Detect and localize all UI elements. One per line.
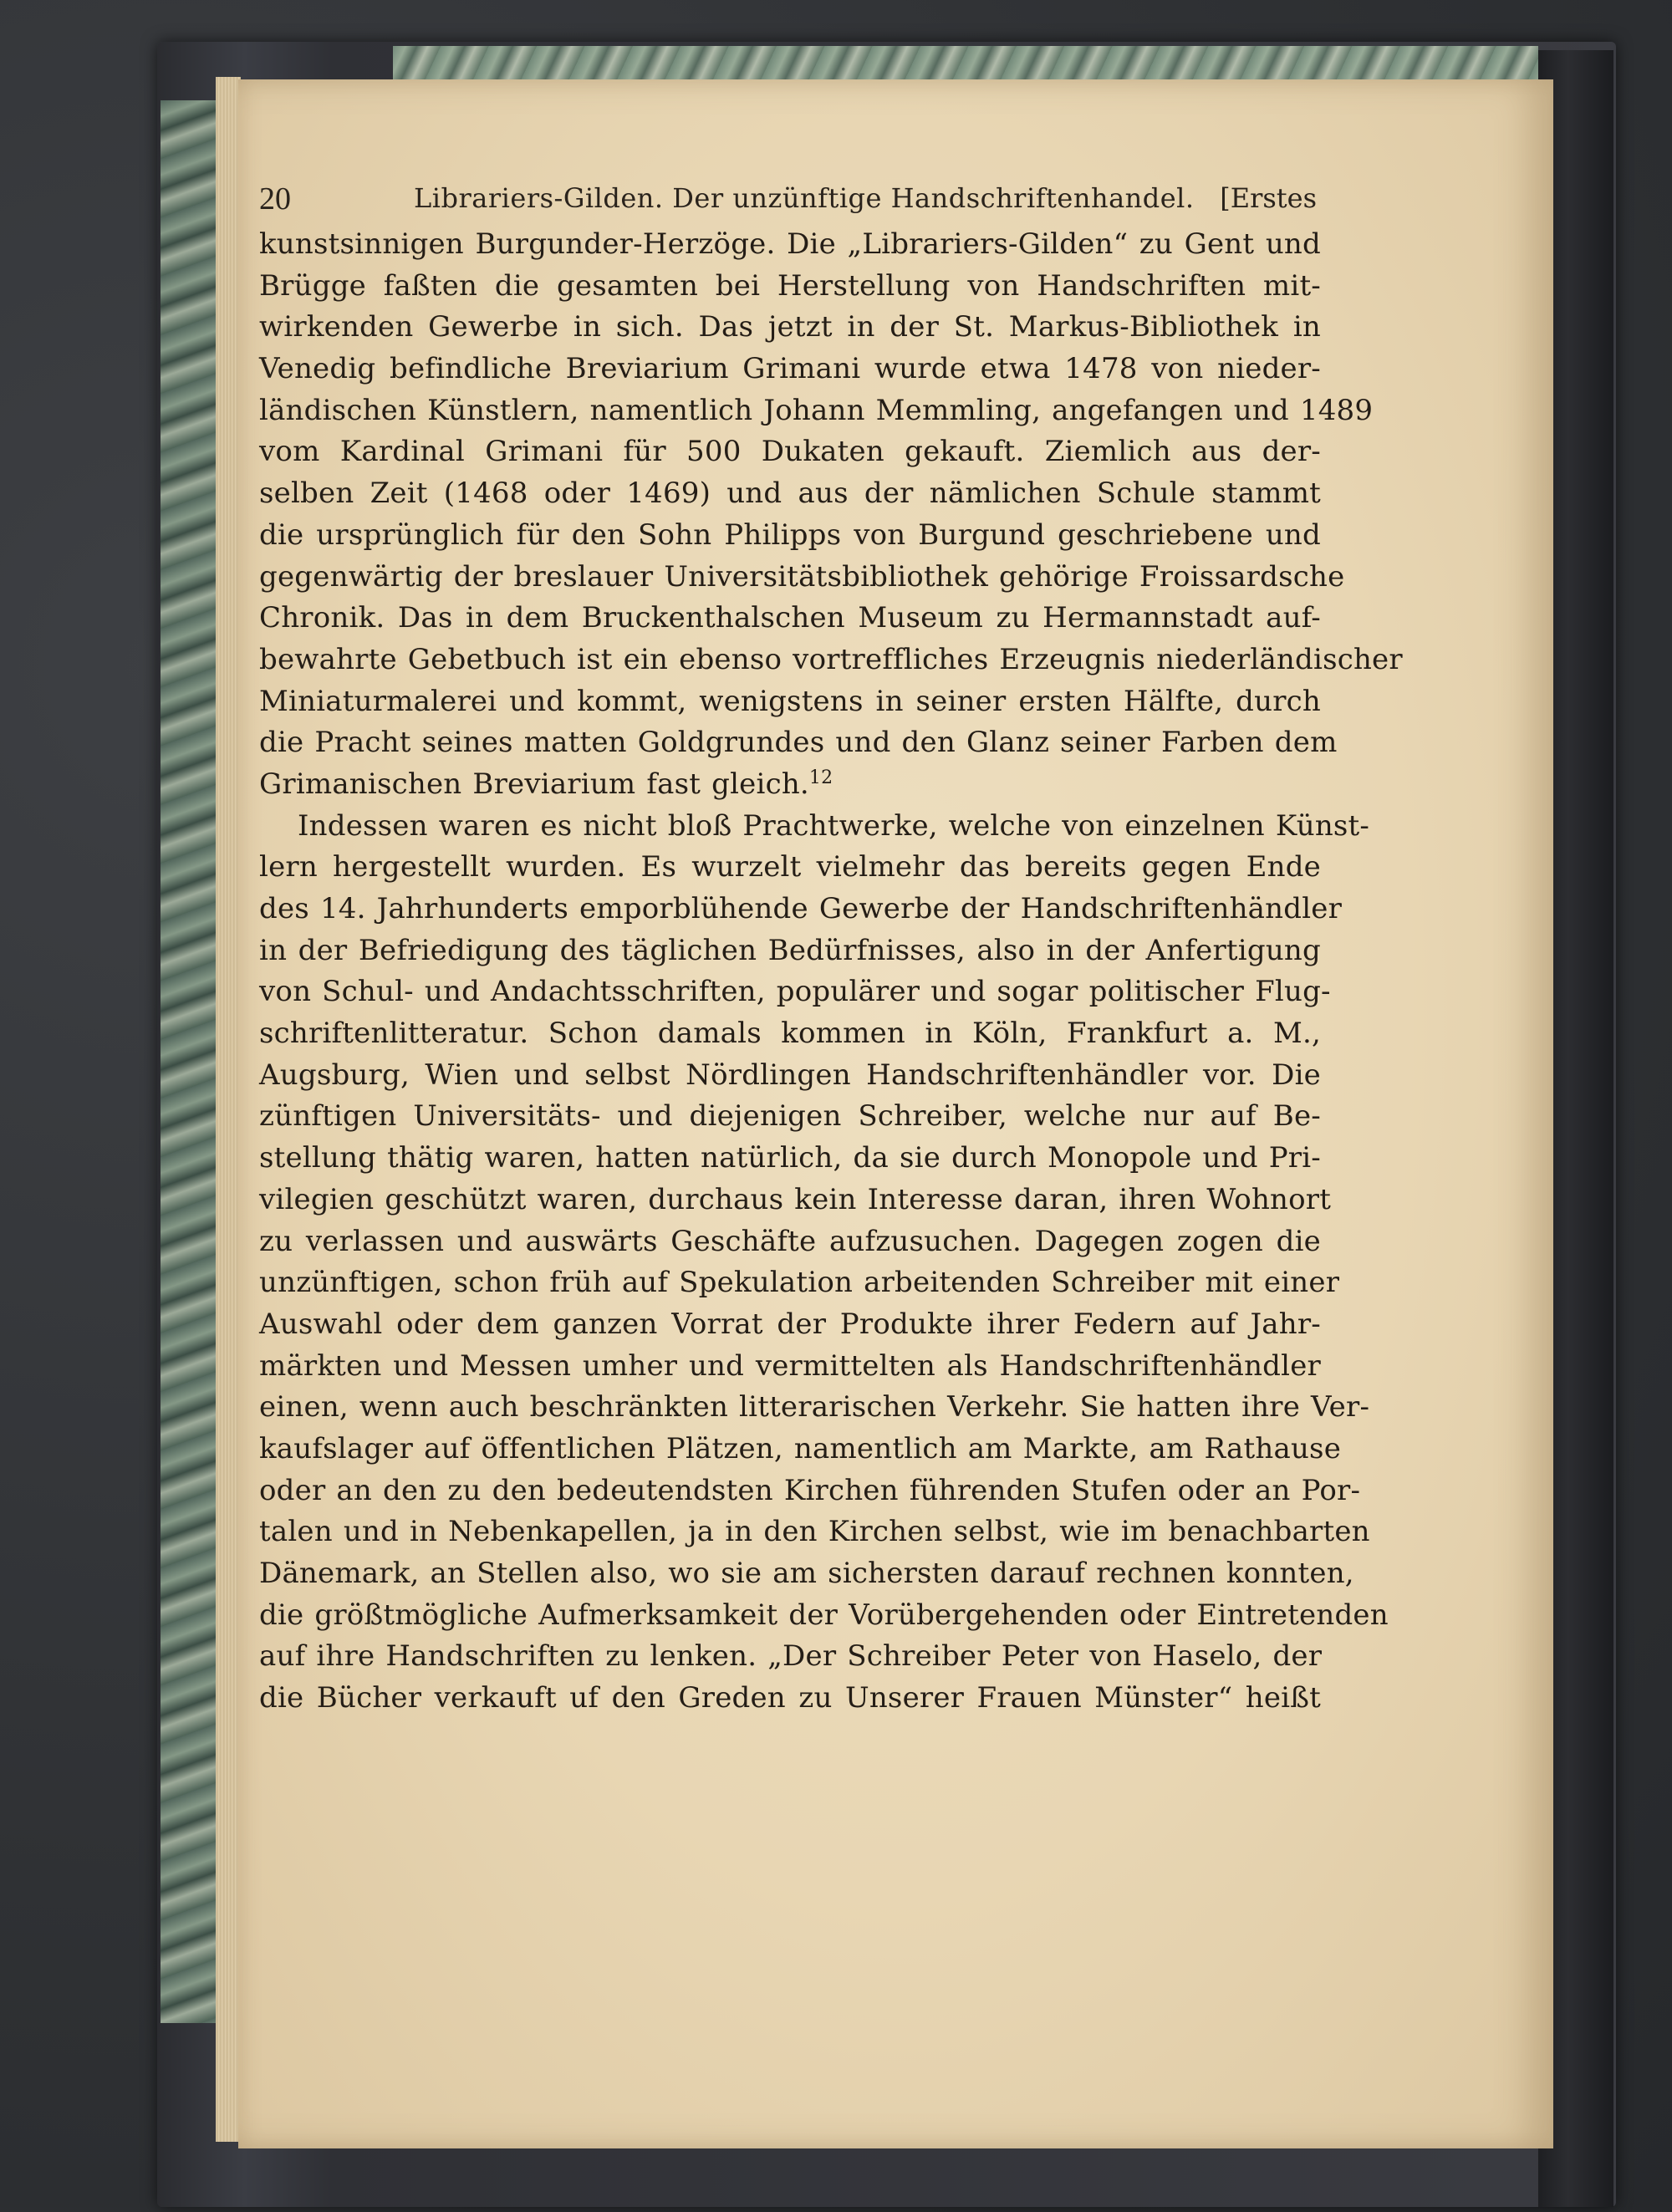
text-line: von Schul- und Andachtsschriften, populärer und sogar politischer Flug-	[259, 975, 1331, 1009]
text-line: in der Befriedigung des täglichen Bedürfnisses, also in der Anfertigung	[259, 933, 1321, 967]
text-line-content: Grimanischen Breviarium fast gleich.	[259, 767, 809, 801]
text-line: des 14. Jahrhunderts emporblühende Gewerbe der Handschriftenhändler	[259, 892, 1343, 925]
text-line: schriftenlitteratur. Schon damals kommen in Köln, Frankfurt a. M.,	[259, 1017, 1321, 1051]
text-line: zu verlassen und auswärts Geschäfte aufzusuchen. Dagegen zogen die	[259, 1224, 1321, 1258]
text-line: wirkenden Gewerbe in sich. Das jetzt in der St. Markus-Bibliothek in	[259, 310, 1321, 344]
text-line: selben Zeit (1468 oder 1469) und aus der nämlichen Schule stammt	[259, 477, 1321, 511]
running-title: Librariers-Gilden. Der unzünftige Handschriftenhandel.	[414, 182, 1195, 214]
section-label: [Erstes	[1220, 182, 1317, 214]
text-line: oder an den zu den bedeutendsten Kirchen führenden Stufen oder an Por-	[259, 1473, 1361, 1507]
text-line: unzünftigen, schon früh auf Spekulation arbeitenden Schreiber mit einer	[259, 1266, 1340, 1300]
text-line: Indessen waren es nicht bloß Prachtwerke, welche von einzelnen Künst-	[298, 808, 1370, 843]
text-line: vom Kardinal Grimani für 500 Dukaten gekauft. Ziemlich aus der-	[259, 435, 1321, 469]
text-line: ländischen Künstlern, namentlich Johann Memmling, angefangen und 1489	[259, 393, 1374, 427]
text-line: Brügge faßten die gesamten bei Herstellung von Handschriften mit-	[259, 268, 1321, 303]
text-line: bewahrte Gebetbuch ist ein ebenso vortreffliches Erzeugnis niederländischer	[259, 642, 1403, 676]
text-line: auf ihre Handschriften zu lenken. „Der Schreiber Peter von Haselo, der	[259, 1639, 1323, 1674]
text-line: vilegien geschützt waren, durchaus kein Interesse daran, ihren Wohnort	[259, 1182, 1332, 1216]
text-line: einen, wenn auch beschränkten litterarischen Verkehr. Sie hatten ihre Ver-	[259, 1390, 1370, 1425]
marbled-endpaper-top	[393, 46, 1538, 81]
page-edges	[216, 77, 241, 2142]
text-line: zünftigen Universitäts- und diejenigen Schreiber, welche nur auf Be-	[259, 1099, 1321, 1134]
text-line: märkten und Messen umher und vermittelten als Handschriftenhändler	[259, 1348, 1321, 1383]
text-line: kaufslager auf öffentlichen Plätzen, namentlich am Markte, am Rathause	[259, 1431, 1342, 1465]
text-line: Augsburg, Wien und selbst Nördlingen Handschriftenhändler vor. Die	[259, 1058, 1321, 1092]
text-line	[259, 764, 1321, 806]
text-line: stellung thätig waren, hatten natürlich, da sie durch Monopole und Pri-	[259, 1141, 1321, 1175]
text-line: Venedig befindliche Breviarium Grimani wurde etwa 1478 von nieder-	[259, 352, 1321, 386]
text-line: kunstsinnigen Burgunder-Herzöge. Die „Librariers-Gilden“ zu Gent und	[259, 227, 1321, 261]
text-line: die Pracht seines matten Goldgrundes und den Glanz seiner Farben dem	[259, 726, 1338, 760]
page-header	[259, 176, 1317, 222]
text-line: lern hergestellt wurden. Es wurzelt vielmehr das bereits gegen Ende	[259, 850, 1321, 884]
text-line: die größtmögliche Aufmerksamkeit der Vorübergehenden oder Eintretenden	[259, 1598, 1389, 1632]
text-line: Dänemark, an Stellen also, wo sie am sichersten darauf rechnen konnten,	[259, 1557, 1354, 1590]
text-line: Chronik. Das in dem Bruckenthalschen Museum zu Hermannstadt auf-	[259, 601, 1321, 635]
body-text	[259, 224, 1403, 1720]
text-line: die Bücher verkauft uf den Greden zu Unserer Frauen Münster“ heißt	[259, 1681, 1321, 1715]
text-line: Miniaturmalerei und kommt, wenigstens in seiner ersten Hälfte, durch	[259, 684, 1321, 718]
text-line: Auswahl oder dem ganzen Vorrat der Produkte ihrer Federn auf Jahr-	[259, 1307, 1321, 1341]
page-number: 20	[259, 181, 291, 217]
text-line: die ursprünglich für den Sohn Philipps von Burgund geschriebene und	[259, 517, 1321, 552]
footnote-reference: 12	[808, 767, 833, 788]
text-line: gegenwärtig der breslauer Universitätsbibliothek gehörige Froissardsche	[259, 559, 1345, 594]
text-line: talen und in Nebenkapellen, ja in den Kirchen selbst, wie im benachbarten	[259, 1515, 1370, 1549]
